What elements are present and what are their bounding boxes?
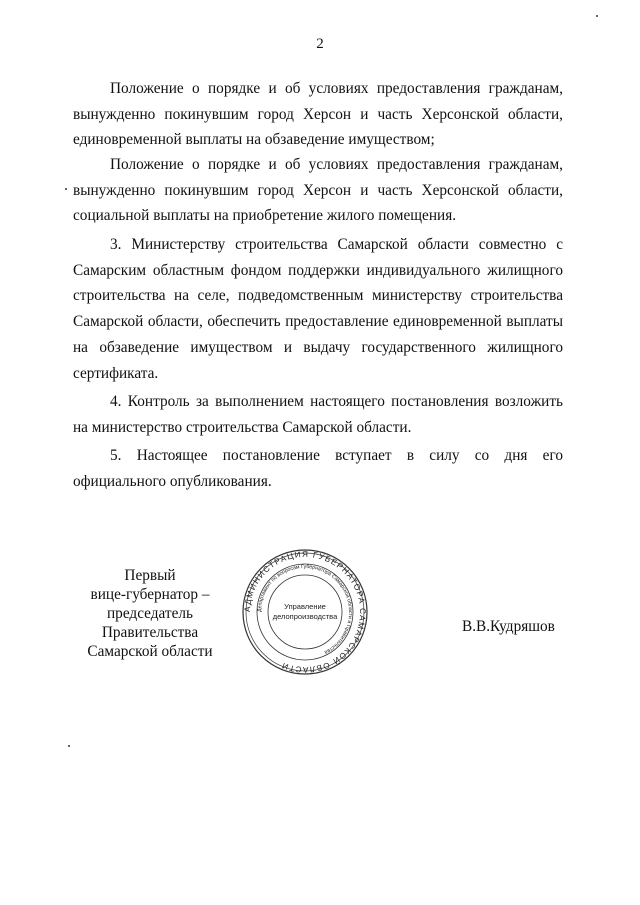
signature-title-block [60, 566, 240, 661]
paragraph-text: 4. Контроль за выполнением настоящего постановления возложить на министерство строительства Самарской области. [73, 393, 563, 436]
paragraph-text: 3. Министерству строительства Самарской области совместно с Самарским областным фондом поддержки индивидуального жилищного строительства на селе, подведомственным министерству строительства Самарской области, обеспечить предоставление единовременной выплаты на обзаведение имуществом и выдачу государственного жилищного сертификата. [73, 236, 563, 382]
signature-title-line: председатель Правительства [101, 605, 199, 641]
scan-speck [596, 15, 598, 17]
paragraph-text: Положение о порядке и об условиях предоставления гражданам, вынужденно покинувшим город Херсон и часть Херсонской области, социальной выплаты на приобретение жилого помещения. [73, 156, 563, 225]
seal-center-text: Управление [284, 602, 326, 611]
official-seal-stamp [240, 547, 370, 677]
signature-title-line: вице-губернатор – [90, 586, 210, 603]
seal-center-text: делопроизводства [272, 612, 338, 621]
paragraph-item-3 [73, 232, 563, 386]
paragraph-item-4 [73, 389, 563, 440]
page-number: 2 [316, 36, 324, 52]
paragraph-text: Положение о порядке и об условиях предоставления гражданам, вынужденно покинувшим город Херсон и часть Херсонской области, единовременной выплаты на обзаведение имуществом; [73, 80, 563, 149]
paragraph-text: 5. Настоящее постановление вступает в силу со дня его официального опубликования. [73, 447, 563, 490]
paragraph-regulation-housing [73, 152, 563, 229]
paragraph-regulation-household [73, 76, 563, 153]
seal-outer-text: АДМИНИСТРАЦИЯ ГУБЕРНАТОРА САМАРСКОЙ ОБЛАСТИ [242, 549, 368, 675]
paragraph-item-5 [73, 443, 563, 494]
signature-title-line: Самарской области [87, 643, 213, 660]
seal-inner-text: Департамент по вопросам Губернатора Самарской области и Правительства [256, 563, 354, 656]
scan-speck [68, 745, 70, 747]
scan-speck [65, 188, 67, 190]
signatory-name: В.В.Кудряшов [462, 618, 555, 635]
signature-title-line: Первый [124, 567, 176, 584]
